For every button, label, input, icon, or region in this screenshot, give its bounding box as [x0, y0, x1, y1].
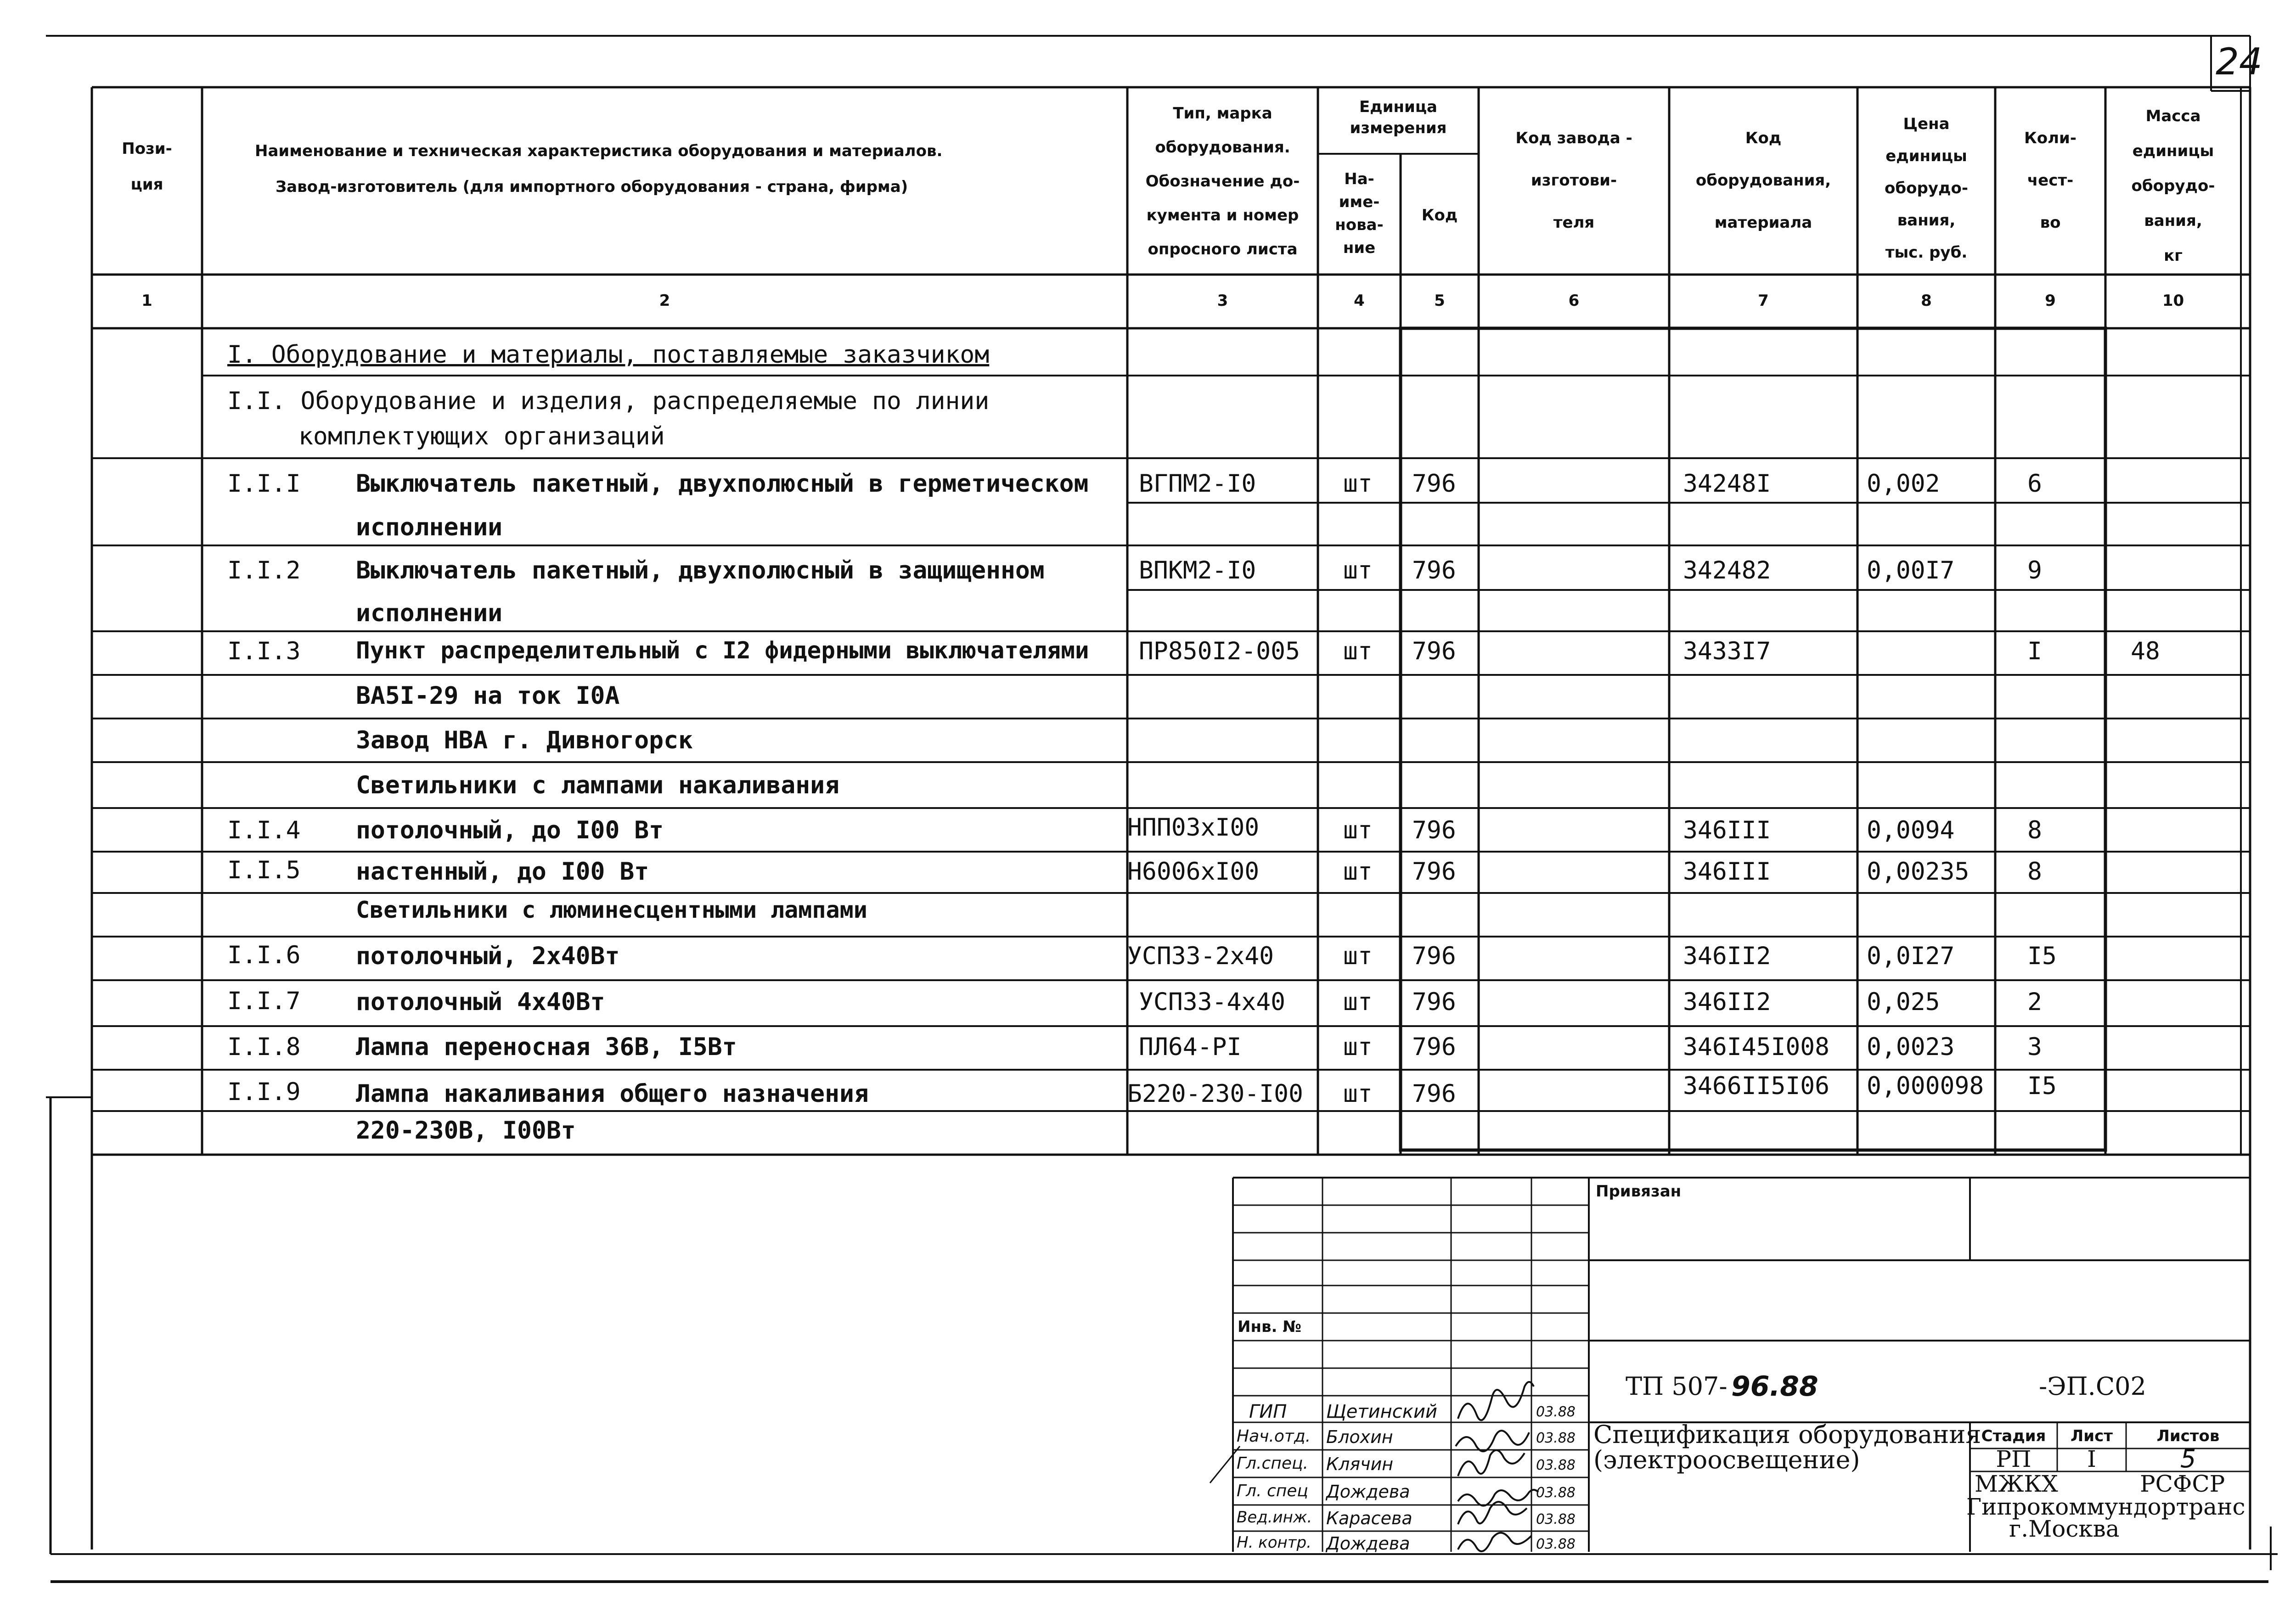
factory-line: Завод НВА г. Дивногорск [356, 726, 693, 754]
row-2-price: 0,00I7 [1867, 556, 1955, 584]
header-col7-l1: Код [1745, 129, 1782, 147]
header-col4-l3: нова- [1335, 216, 1384, 234]
subheading-fluorescent: Светильники с люминесцентными лампами [356, 897, 867, 923]
row-2-equip-code: 342482 [1683, 556, 1771, 584]
col-num-7: 7 [1758, 292, 1769, 310]
row-9-name: Лампа накаливания общего назначения [356, 1080, 869, 1108]
ministry-left: МЖКХ [1975, 1471, 2058, 1497]
header-col10 [2105, 99, 2241, 273]
row-9-equip-code: 3466II5I06 [1683, 1072, 1830, 1100]
col-num-6: 6 [1568, 292, 1580, 310]
doc-code-right: -ЭП.С02 [2039, 1372, 2146, 1401]
sheet-value: I [2087, 1446, 2096, 1472]
row-2-name2: исполнении [356, 599, 503, 627]
row-2-name: Выключатель пакетный, двухполюсный в защищенном [356, 556, 1045, 584]
ministry-right: РСФСР [2140, 1471, 2225, 1497]
row-5-unit: шт [1343, 858, 1373, 886]
header-col6-l3: теля [1553, 213, 1595, 232]
organization-name: Гипрокоммундортранс [1966, 1493, 2245, 1520]
header-col7-l3: материала [1714, 213, 1812, 232]
header-col1-l2: ция [130, 175, 163, 194]
col-num-5: 5 [1434, 292, 1445, 310]
signer-4-name: Дождева [1326, 1482, 1410, 1502]
header-col4 [1318, 168, 1401, 259]
signer-2-date: 03.88 [1536, 1430, 1576, 1446]
row-6-price: 0,0I27 [1867, 942, 1955, 970]
header-col3-l4: кумента и номер [1146, 206, 1299, 225]
doc-title-line1: Спецификация оборудования [1593, 1420, 1981, 1449]
sheet-number: 24 [2216, 40, 2262, 83]
stage-value: РП [1996, 1446, 2032, 1472]
header-unit [1318, 96, 1479, 139]
row-8-type: ПЛ64-РI [1139, 1033, 1242, 1061]
row-6-code: 796 [1412, 942, 1456, 970]
col-num-1: 1 [141, 292, 152, 310]
stage-label: Стадия [1981, 1427, 2046, 1445]
row-3-equip-code: 3433I7 [1683, 637, 1771, 665]
row-9-pos: I.I.9 [227, 1078, 301, 1106]
row-6-pos: I.I.6 [227, 941, 301, 969]
row-3-name2: ВА5I-29 на ток I0А [356, 682, 620, 710]
row-8-pos: I.I.8 [227, 1033, 301, 1061]
signer-3-role: Гл.спец. [1237, 1454, 1308, 1473]
row-8-name: Лампа переносная 36В, I5Вт [356, 1033, 737, 1061]
header-col3 [1127, 96, 1318, 266]
row-1-type: ВГПМ2-I0 [1139, 470, 1256, 498]
header-col1 [92, 131, 202, 202]
header-col2 [202, 133, 1127, 205]
row-9-qty: I5 [2027, 1072, 2057, 1100]
signer-6-date: 03.88 [1536, 1536, 1576, 1552]
row-7-code: 796 [1412, 988, 1456, 1016]
row-1-price: 0,002 [1867, 470, 1940, 498]
row-4-price: 0,0094 [1867, 816, 1955, 844]
signer-4-date: 03.88 [1536, 1485, 1576, 1501]
row-7-qty: 2 [2027, 988, 2042, 1016]
row-1-pos: I.I.I [227, 470, 301, 498]
section-heading-1-1: I.I. Оборудование и изделия, распределяемые по линии [227, 387, 990, 415]
row-8-unit: шт [1343, 1033, 1373, 1061]
header-col8 [1857, 108, 1995, 269]
row-1-qty: 6 [2027, 470, 2042, 498]
row-1-equip-code: 34248I [1683, 470, 1771, 498]
header-col3-l1: Тип, марка [1173, 104, 1272, 123]
row-9-code: 796 [1412, 1080, 1456, 1108]
header-unit-l1: Единица [1359, 98, 1437, 116]
row-6-unit: шт [1343, 942, 1373, 970]
privyazan-label: Привязан [1596, 1182, 1682, 1201]
row-4-qty: 8 [2027, 816, 2042, 844]
doc-code-left: ТП 507- [1626, 1372, 1728, 1401]
row-3-pos: I.I.3 [227, 637, 301, 665]
row-6-type: УСП33-2х40 [1127, 942, 1274, 970]
row-5-type: Н6006хI00 [1127, 858, 1260, 886]
signer-1-name: Щетинский [1326, 1401, 1437, 1422]
header-col10-l2: единицы [2132, 142, 2214, 160]
signer-3-date: 03.88 [1536, 1457, 1576, 1473]
row-7-unit: шт [1343, 988, 1373, 1016]
row-8-price: 0,0023 [1867, 1033, 1955, 1061]
row-8-code: 796 [1412, 1033, 1456, 1061]
col-num-2: 2 [659, 292, 670, 310]
header-col9-l3: во [2040, 213, 2061, 232]
organization-city: г.Москва [2009, 1516, 2120, 1542]
header-col6-l1: Код завода - [1515, 129, 1632, 147]
header-col8-l2: единицы [1885, 147, 1967, 165]
row-5-pos: I.I.5 [227, 856, 301, 884]
row-7-pos: I.I.7 [227, 987, 301, 1015]
signer-5-date: 03.88 [1536, 1511, 1576, 1527]
row-6-qty: I5 [2027, 942, 2057, 970]
signer-1-role: ГИП [1249, 1401, 1287, 1422]
row-2-type: ВПКМ2-I0 [1139, 556, 1256, 584]
col-num-9: 9 [2045, 292, 2056, 310]
header-col8-l3: оборудо- [1885, 179, 1968, 197]
signer-3-name: Клячин [1326, 1454, 1394, 1474]
row-1-name: Выключатель пакетный, двухполюсный в герметическом [356, 470, 1089, 498]
row-4-equip-code: 346III [1683, 816, 1771, 844]
row-5-price: 0,00235 [1867, 858, 1970, 886]
sheets-value: 5 [2180, 1444, 2196, 1473]
row-9-unit: шт [1343, 1080, 1373, 1108]
section-heading-1-1-cont: комплектующих организаций [298, 422, 665, 450]
row-3-name: Пункт распределительный с I2 фидерными выключателями [356, 637, 1089, 664]
col-num-8: 8 [1921, 292, 1932, 310]
header-col2-l2: Завод-изготовитель (для импортного оборудования - страна, фирма) [276, 178, 908, 196]
row-4-name: потолочный, до I00 Вт [356, 816, 664, 844]
row-9-price: 0,000098 [1867, 1072, 1984, 1100]
row-2-qty: 9 [2027, 556, 2042, 584]
signer-5-name: Карасева [1326, 1508, 1412, 1528]
doc-title-line2: (электроосвещение) [1593, 1445, 1860, 1474]
row-5-code: 796 [1412, 858, 1456, 886]
header-col8-l1: Цена [1903, 115, 1950, 133]
row-3-type: ПР850I2-005 [1139, 637, 1300, 665]
sheet-label: Лист [2071, 1427, 2113, 1445]
row-8-qty: 3 [2027, 1033, 2042, 1061]
header-col3-l2: оборудования. [1155, 138, 1290, 157]
row-7-price: 0,025 [1867, 988, 1940, 1016]
header-col4-l2: име- [1339, 193, 1380, 211]
header-col9 [1995, 117, 2105, 244]
row-2-pos: I.I.2 [227, 556, 301, 584]
signer-2-name: Блохин [1326, 1427, 1393, 1447]
row-4-unit: шт [1343, 816, 1373, 844]
row-3-mass: 48 [2131, 637, 2160, 665]
row-2-unit: шт [1343, 556, 1373, 584]
signer-1-date: 03.88 [1536, 1404, 1576, 1420]
header-col3-l5: опросного листа [1148, 240, 1298, 258]
header-col4-l4: ние [1343, 239, 1376, 257]
header-col4-l1: На- [1344, 170, 1374, 188]
row-7-type: УСП33-4х40 [1139, 988, 1286, 1016]
header-col7 [1669, 117, 1857, 244]
header-col7-l2: оборудования, [1695, 171, 1831, 190]
row-5-qty: 8 [2027, 858, 2042, 886]
col-num-4: 4 [1354, 292, 1365, 310]
row-3-code: 796 [1412, 637, 1456, 665]
col-num-3: 3 [1217, 292, 1228, 310]
subheading-incandescent: Светильники с лампами накаливания [356, 771, 839, 799]
sheets-label: Листов [2156, 1427, 2220, 1445]
row-6-name: потолочный, 2х40Вт [356, 942, 620, 970]
row-4-type: НПП03хI00 [1127, 814, 1260, 842]
doc-code-handwritten: 96.88 [1731, 1370, 1818, 1403]
header-col8-l4: вания, [1897, 211, 1956, 230]
header-col6 [1479, 117, 1669, 244]
row-1-unit: шт [1343, 470, 1373, 498]
row-4-code: 796 [1412, 816, 1456, 844]
row-8-equip-code: 346I45I008 [1683, 1033, 1830, 1061]
row-2-code: 796 [1412, 556, 1456, 584]
header-col5: Код [1421, 206, 1458, 225]
row-1-code: 796 [1412, 470, 1456, 498]
row-4-pos: I.I.4 [227, 816, 301, 844]
section-heading-1: I. Оборудование и материалы, поставляемые заказчиком [227, 341, 990, 369]
header-col3-l3: Обозначение до- [1145, 172, 1300, 191]
col-num-10: 10 [2162, 292, 2184, 310]
row-3-qty: I [2027, 637, 2042, 665]
signer-6-role: Н. контр. [1237, 1533, 1311, 1552]
header-col9-l2: чест- [2027, 171, 2074, 190]
header-col9-l1: Коли- [2024, 129, 2077, 147]
header-col2-l1: Наименование и техническая характеристика оборудования и материалов. [255, 142, 943, 160]
row-1-name2: исполнении [356, 513, 503, 541]
row-9-type: Б220-230-I00 [1127, 1080, 1303, 1108]
signer-4-role: Гл. спец [1237, 1482, 1308, 1500]
row-9-name2: 220-230В, I00Вт [356, 1117, 576, 1145]
row-5-equip-code: 346III [1683, 858, 1771, 886]
signer-2-role: Нач.отд. [1237, 1427, 1311, 1446]
inv-no-label: Инв. № [1238, 1318, 1302, 1336]
header-col10-l1: Масса [2145, 107, 2201, 125]
row-5-name: настенный, до I00 Вт [356, 858, 649, 886]
row-6-equip-code: 346II2 [1683, 942, 1771, 970]
row-7-name: потолочный 4х40Вт [356, 988, 605, 1016]
header-col10-l3: оборудо- [2131, 177, 2215, 195]
header-col1-l1: Пози- [122, 140, 172, 158]
header-unit-l2: измерения [1350, 119, 1447, 137]
signer-5-role: Вед.инж. [1237, 1508, 1312, 1527]
header-col6-l2: изготови- [1531, 171, 1617, 190]
signer-6-name: Дождева [1326, 1533, 1410, 1554]
header-col10-l4: вания, [2144, 212, 2202, 230]
header-col8-l5: тыс. руб. [1885, 243, 1968, 262]
row-3-unit: шт [1343, 637, 1373, 665]
header-col10-l5: кг [2164, 247, 2183, 265]
row-7-equip-code: 346II2 [1683, 988, 1771, 1016]
